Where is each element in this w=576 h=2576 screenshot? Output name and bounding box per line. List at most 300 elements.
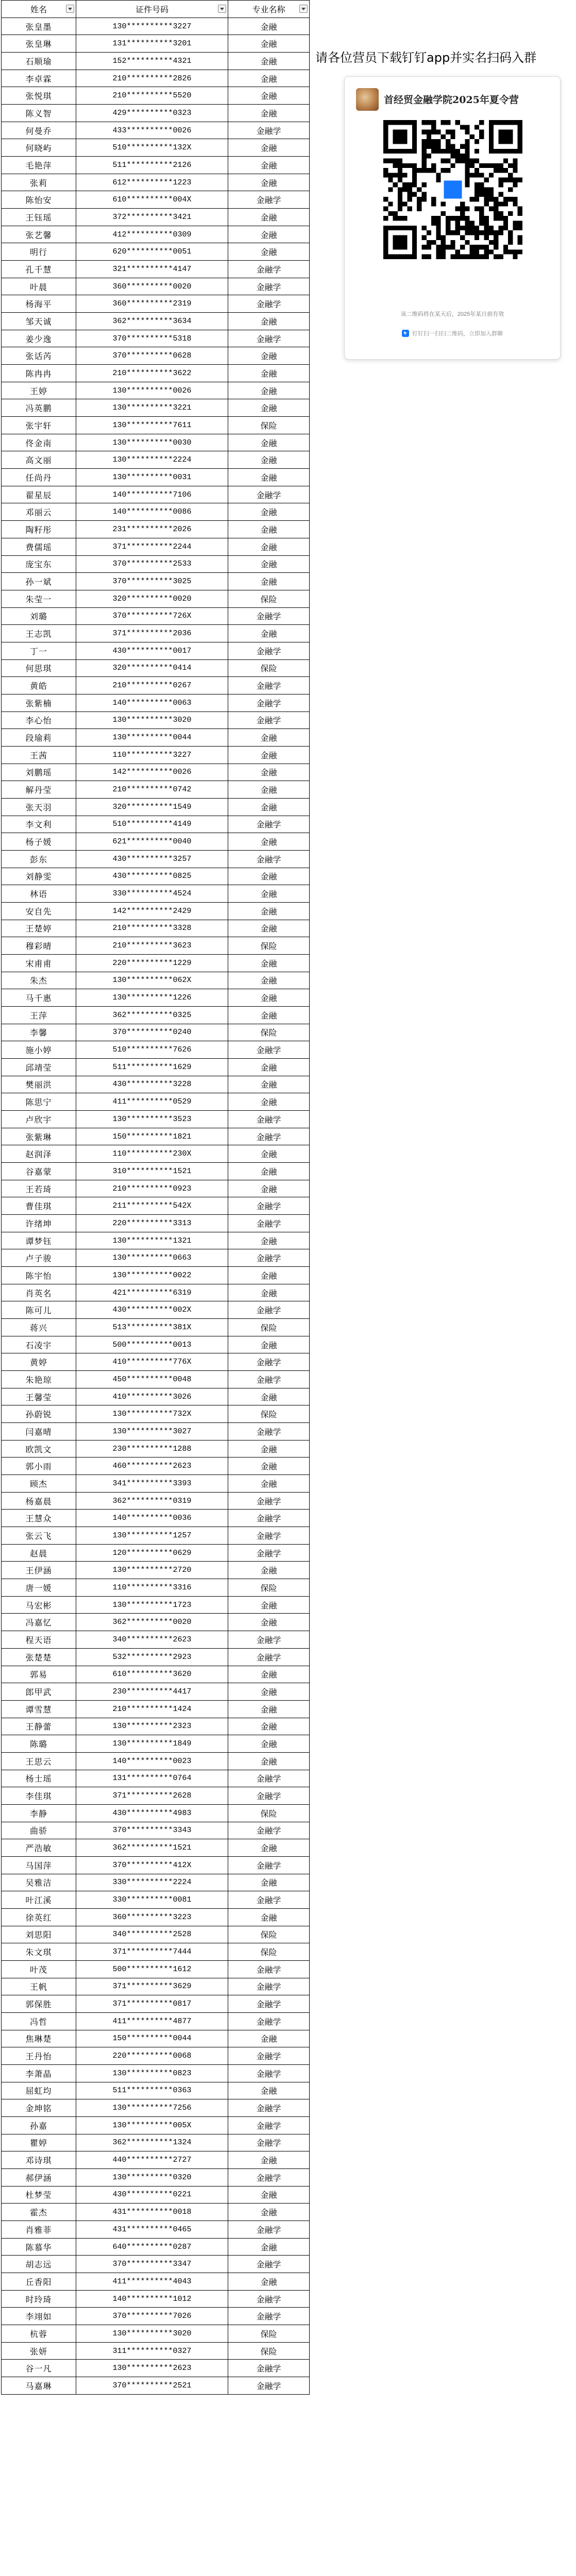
cell-major[interactable]: 金融 <box>228 1336 310 1353</box>
cell-id[interactable]: 330**********0081 <box>76 1891 228 1909</box>
cell-id[interactable]: 150**********1821 <box>76 1128 228 1145</box>
cell-name[interactable]: 张紫楠 <box>2 694 76 711</box>
cell-id[interactable]: 130**********0030 <box>76 434 228 451</box>
cell-name[interactable]: 毛艳萍 <box>2 157 76 174</box>
cell-id[interactable]: 110**********230X <box>76 1145 228 1163</box>
cell-name[interactable]: 陈璐 <box>2 1735 76 1753</box>
cell-name[interactable]: 刘鹏瑶 <box>2 764 76 781</box>
cell-major[interactable]: 金融 <box>228 1163 310 1180</box>
cell-id[interactable]: 362**********3634 <box>76 313 228 330</box>
cell-id[interactable]: 130**********3027 <box>76 1423 228 1440</box>
cell-major[interactable]: 金融 <box>228 2186 310 2204</box>
cell-major[interactable]: 保险 <box>228 1024 310 1041</box>
cell-name[interactable]: 陈可儿 <box>2 1301 76 1319</box>
cell-id[interactable]: 130**********1723 <box>76 1596 228 1614</box>
cell-name[interactable]: 王若琦 <box>2 1180 76 1197</box>
cell-major[interactable]: 金融 <box>228 781 310 799</box>
cell-name[interactable]: 王帆 <box>2 1978 76 1995</box>
cell-id[interactable]: 130**********2720 <box>76 1562 228 1579</box>
cell-id[interactable]: 131**********3201 <box>76 35 228 53</box>
cell-id[interactable]: 130**********0031 <box>76 469 228 486</box>
cell-id[interactable]: 330**********4524 <box>76 885 228 903</box>
cell-major[interactable]: 保险 <box>228 1804 310 1822</box>
cell-name[interactable]: 肖雅菲 <box>2 2221 76 2239</box>
cell-id[interactable]: 231**********2026 <box>76 521 228 538</box>
cell-major[interactable]: 保险 <box>228 417 310 434</box>
cell-name[interactable]: 朱艳琼 <box>2 1371 76 1388</box>
cell-id[interactable]: 210**********0923 <box>76 1180 228 1197</box>
cell-major[interactable]: 金融 <box>228 972 310 989</box>
cell-id[interactable]: 430**********3257 <box>76 850 228 868</box>
cell-major[interactable]: 金融 <box>228 1180 310 1197</box>
cell-name[interactable]: 王伊涵 <box>2 1562 76 1579</box>
cell-major[interactable]: 金融 <box>228 1614 310 1631</box>
cell-id[interactable]: 140**********0023 <box>76 1752 228 1770</box>
cell-name[interactable]: 杨子媛 <box>2 833 76 851</box>
cell-name[interactable]: 郎甲武 <box>2 1683 76 1701</box>
cell-name[interactable]: 闫嘉晴 <box>2 1423 76 1440</box>
cell-name[interactable]: 金坤铭 <box>2 2099 76 2117</box>
cell-id[interactable]: 370**********3343 <box>76 1822 228 1839</box>
header-major[interactable] <box>228 1 310 18</box>
cell-name[interactable]: 曲骄 <box>2 1822 76 1839</box>
cell-id[interactable]: 362**********0319 <box>76 1492 228 1510</box>
cell-major[interactable]: 金融学 <box>228 1527 310 1545</box>
cell-major[interactable]: 金融学 <box>228 2377 310 2395</box>
cell-id[interactable]: 140**********1012 <box>76 2290 228 2308</box>
cell-major[interactable]: 金融学 <box>228 1197 310 1215</box>
cell-name[interactable]: 王萍 <box>2 1006 76 1024</box>
header-id[interactable] <box>76 1 228 18</box>
cell-major[interactable]: 金融 <box>228 382 310 399</box>
cell-id[interactable]: 340**********2623 <box>76 1631 228 1649</box>
cell-name[interactable]: 郭易 <box>2 1666 76 1683</box>
cell-name[interactable]: 瞿婷 <box>2 2134 76 2151</box>
cell-id[interactable]: 410**********776X <box>76 1353 228 1371</box>
cell-name[interactable]: 朱莹一 <box>2 590 76 607</box>
cell-name[interactable]: 高文丽 <box>2 451 76 469</box>
cell-name[interactable]: 李卓霖 <box>2 70 76 87</box>
cell-major[interactable]: 金融学 <box>228 2099 310 2117</box>
filter-dropdown-icon[interactable] <box>218 5 226 13</box>
cell-major[interactable]: 金融学 <box>228 642 310 659</box>
cell-id[interactable]: 412**********0309 <box>76 226 228 243</box>
cell-major[interactable]: 金融学 <box>228 2064 310 2082</box>
cell-major[interactable]: 金融学 <box>228 607 310 625</box>
cell-major[interactable]: 保险 <box>228 1405 310 1423</box>
cell-name[interactable]: 石顺瑜 <box>2 53 76 70</box>
cell-id[interactable]: 130**********2623 <box>76 2360 228 2377</box>
cell-id[interactable]: 210**********5520 <box>76 87 228 105</box>
cell-major[interactable]: 金融 <box>228 538 310 555</box>
cell-major[interactable]: 金融 <box>228 18 310 35</box>
cell-major[interactable]: 金融学 <box>228 2360 310 2377</box>
cell-name[interactable]: 张楚楚 <box>2 1648 76 1666</box>
cell-id[interactable]: 430**********002X <box>76 1301 228 1319</box>
cell-name[interactable]: 卢子骏 <box>2 1249 76 1267</box>
cell-name[interactable]: 丁一 <box>2 642 76 659</box>
cell-major[interactable]: 金融学 <box>228 261 310 278</box>
cell-id[interactable]: 230**********1288 <box>76 1440 228 1458</box>
cell-name[interactable]: 谷嘉蒙 <box>2 1163 76 1180</box>
cell-id[interactable]: 131**********0764 <box>76 1770 228 1787</box>
cell-major[interactable]: 金融 <box>228 1475 310 1493</box>
cell-name[interactable]: 黄婷 <box>2 1353 76 1371</box>
cell-name[interactable]: 林语 <box>2 885 76 903</box>
cell-id[interactable]: 421**********6319 <box>76 1284 228 1301</box>
cell-name[interactable]: 陈义智 <box>2 105 76 122</box>
cell-id[interactable]: 511**********1629 <box>76 1058 228 1076</box>
cell-id[interactable]: 410**********3026 <box>76 1388 228 1405</box>
cell-id[interactable]: 340**********2528 <box>76 1926 228 1943</box>
cell-id[interactable]: 210**********0267 <box>76 677 228 694</box>
cell-id[interactable]: 130**********0044 <box>76 729 228 747</box>
cell-id[interactable]: 510**********132X <box>76 139 228 157</box>
cell-major[interactable]: 金融 <box>228 2030 310 2047</box>
cell-name[interactable]: 陶籽彤 <box>2 521 76 538</box>
cell-name[interactable]: 顾杰 <box>2 1475 76 1493</box>
cell-id[interactable]: 510**********4149 <box>76 816 228 833</box>
cell-id[interactable]: 370**********0628 <box>76 347 228 365</box>
cell-name[interactable]: 张话芮 <box>2 347 76 365</box>
cell-id[interactable]: 130**********0663 <box>76 1249 228 1267</box>
cell-name[interactable]: 佟金南 <box>2 434 76 451</box>
cell-name[interactable]: 王馨莹 <box>2 1388 76 1405</box>
cell-name[interactable]: 李文利 <box>2 816 76 833</box>
cell-major[interactable]: 金融 <box>228 573 310 590</box>
cell-name[interactable]: 明行 <box>2 243 76 261</box>
cell-name[interactable]: 丘香阳 <box>2 2273 76 2291</box>
filter-dropdown-icon[interactable] <box>299 5 308 13</box>
cell-name[interactable]: 马千惠 <box>2 989 76 1007</box>
cell-name[interactable]: 樊丽洪 <box>2 1076 76 1093</box>
cell-major[interactable]: 金融 <box>228 625 310 642</box>
cell-major[interactable]: 金融 <box>228 1232 310 1249</box>
cell-major[interactable]: 金融学 <box>228 850 310 868</box>
cell-major[interactable]: 金融学 <box>228 1111 310 1128</box>
cell-id[interactable]: 610**********3620 <box>76 1666 228 1683</box>
cell-name[interactable]: 王丹怡 <box>2 2047 76 2065</box>
cell-name[interactable]: 蒋兴 <box>2 1319 76 1336</box>
cell-name[interactable]: 冯哲 <box>2 2012 76 2030</box>
cell-id[interactable]: 130**********2323 <box>76 1718 228 1735</box>
cell-id[interactable]: 371**********2244 <box>76 538 228 555</box>
cell-id[interactable]: 411**********4877 <box>76 2012 228 2030</box>
cell-major[interactable]: 金融 <box>228 1284 310 1301</box>
cell-major[interactable]: 金融 <box>228 2238 310 2256</box>
cell-major[interactable]: 金融学 <box>228 1856 310 1874</box>
cell-name[interactable]: 叶茂 <box>2 1960 76 1978</box>
cell-name[interactable]: 冯嘉忆 <box>2 1614 76 1631</box>
cell-major[interactable]: 金融学 <box>228 191 310 209</box>
cell-name[interactable]: 马嘉琳 <box>2 2377 76 2395</box>
cell-id[interactable]: 130**********062X <box>76 972 228 989</box>
cell-id[interactable]: 370**********7026 <box>76 2308 228 2325</box>
cell-name[interactable]: 陈慕华 <box>2 2238 76 2256</box>
cell-major[interactable]: 保险 <box>228 590 310 607</box>
cell-name[interactable]: 杜梦莹 <box>2 2186 76 2204</box>
cell-major[interactable]: 金融 <box>228 902 310 920</box>
cell-id[interactable]: 210**********3623 <box>76 937 228 955</box>
cell-id[interactable]: 430**********0221 <box>76 2186 228 2204</box>
cell-name[interactable]: 张天羽 <box>2 798 76 816</box>
cell-name[interactable]: 谭梦钰 <box>2 1232 76 1249</box>
cell-name[interactable]: 杨嘉晨 <box>2 1492 76 1510</box>
cell-name[interactable]: 屈虹均 <box>2 2082 76 2099</box>
cell-id[interactable]: 371**********3629 <box>76 1978 228 1995</box>
cell-name[interactable]: 胡志远 <box>2 2256 76 2273</box>
cell-name[interactable]: 李萧晶 <box>2 2064 76 2082</box>
cell-major[interactable]: 金融 <box>228 1718 310 1735</box>
cell-major[interactable]: 金融 <box>228 1666 310 1683</box>
cell-name[interactable]: 费儒瑶 <box>2 538 76 555</box>
cell-id[interactable]: 360**********2319 <box>76 295 228 313</box>
cell-name[interactable]: 黄皓 <box>2 677 76 694</box>
cell-major[interactable]: 金融学 <box>228 2012 310 2030</box>
cell-name[interactable]: 何晓屿 <box>2 139 76 157</box>
cell-name[interactable]: 何曼乔 <box>2 122 76 139</box>
cell-id[interactable]: 511**********2126 <box>76 157 228 174</box>
cell-major[interactable]: 金融 <box>228 2273 310 2291</box>
cell-name[interactable]: 施小婷 <box>2 1041 76 1059</box>
cell-major[interactable]: 金融 <box>228 555 310 573</box>
cell-major[interactable]: 金融 <box>228 798 310 816</box>
cell-major[interactable]: 金融学 <box>228 1891 310 1909</box>
cell-name[interactable]: 程天语 <box>2 1631 76 1649</box>
cell-major[interactable]: 金融 <box>228 434 310 451</box>
cell-major[interactable]: 金融学 <box>228 1128 310 1145</box>
cell-major[interactable]: 金融 <box>228 226 310 243</box>
cell-name[interactable]: 段瑜莉 <box>2 729 76 747</box>
cell-major[interactable]: 金融 <box>228 2082 310 2099</box>
cell-name[interactable]: 张妍 <box>2 2342 76 2360</box>
cell-id[interactable]: 370**********3025 <box>76 573 228 590</box>
cell-id[interactable]: 430**********4983 <box>76 1804 228 1822</box>
cell-name[interactable]: 彭东 <box>2 850 76 868</box>
cell-name[interactable]: 孙一斌 <box>2 573 76 590</box>
cell-name[interactable]: 邹天诚 <box>2 313 76 330</box>
cell-major[interactable]: 金融 <box>228 1093 310 1111</box>
cell-id[interactable]: 370**********2521 <box>76 2377 228 2395</box>
cell-name[interactable]: 何思琪 <box>2 659 76 677</box>
cell-major[interactable]: 金融学 <box>228 694 310 711</box>
cell-major[interactable]: 金融 <box>228 885 310 903</box>
cell-id[interactable]: 210**********2826 <box>76 70 228 87</box>
cell-name[interactable]: 郭保胜 <box>2 1995 76 2013</box>
cell-id[interactable]: 500**********0013 <box>76 1336 228 1353</box>
cell-id[interactable]: 411**********0529 <box>76 1093 228 1111</box>
cell-id[interactable]: 610**********004X <box>76 191 228 209</box>
cell-major[interactable]: 金融学 <box>228 1423 310 1440</box>
cell-major[interactable]: 金融学 <box>228 1371 310 1388</box>
cell-id[interactable]: 371**********7444 <box>76 1943 228 1961</box>
cell-id[interactable]: 321**********4147 <box>76 261 228 278</box>
cell-major[interactable]: 金融学 <box>228 2047 310 2065</box>
cell-name[interactable]: 张皇墨 <box>2 18 76 35</box>
cell-id[interactable]: 360**********0020 <box>76 278 228 295</box>
cell-major[interactable]: 金融学 <box>228 1648 310 1666</box>
cell-major[interactable]: 金融学 <box>228 278 310 295</box>
cell-name[interactable]: 焦琳楚 <box>2 2030 76 2047</box>
cell-id[interactable]: 640**********0287 <box>76 2238 228 2256</box>
cell-name[interactable]: 许绪坤 <box>2 1215 76 1232</box>
cell-name[interactable]: 时玲琦 <box>2 2290 76 2308</box>
cell-name[interactable]: 庞宝东 <box>2 555 76 573</box>
cell-major[interactable]: 金融 <box>228 833 310 851</box>
cell-major[interactable]: 金融学 <box>228 1492 310 1510</box>
cell-major[interactable]: 金融 <box>228 365 310 382</box>
cell-id[interactable]: 140**********7106 <box>76 486 228 503</box>
cell-id[interactable]: 130**********1321 <box>76 1232 228 1249</box>
cell-name[interactable]: 安自先 <box>2 902 76 920</box>
cell-name[interactable]: 陈怡安 <box>2 191 76 209</box>
cell-name[interactable]: 徐英红 <box>2 1908 76 1926</box>
cell-name[interactable]: 霍杰 <box>2 2204 76 2221</box>
cell-id[interactable]: 310**********1521 <box>76 1163 228 1180</box>
cell-name[interactable]: 杨海平 <box>2 295 76 313</box>
cell-id[interactable]: 370**********726X <box>76 607 228 625</box>
cell-name[interactable]: 张皇琳 <box>2 35 76 53</box>
cell-id[interactable]: 370**********0240 <box>76 1024 228 1041</box>
cell-name[interactable]: 张莉 <box>2 174 76 191</box>
cell-major[interactable]: 金融 <box>228 746 310 764</box>
cell-id[interactable]: 152**********4321 <box>76 53 228 70</box>
cell-name[interactable]: 朱文琪 <box>2 1943 76 1961</box>
cell-name[interactable]: 李佳琪 <box>2 1787 76 1805</box>
cell-major[interactable]: 保险 <box>228 659 310 677</box>
cell-name[interactable]: 张宇轩 <box>2 417 76 434</box>
cell-id[interactable]: 130**********1257 <box>76 1527 228 1545</box>
cell-id[interactable]: 130**********0026 <box>76 382 228 399</box>
cell-major[interactable]: 金融 <box>228 87 310 105</box>
cell-name[interactable]: 肖英名 <box>2 1284 76 1301</box>
cell-id[interactable]: 330**********2224 <box>76 1874 228 1891</box>
cell-name[interactable]: 唐一媛 <box>2 1579 76 1597</box>
cell-id[interactable]: 362**********0325 <box>76 1006 228 1024</box>
cell-major[interactable]: 金融学 <box>228 2134 310 2151</box>
cell-name[interactable]: 朱杰 <box>2 972 76 989</box>
cell-major[interactable]: 金融学 <box>228 1770 310 1787</box>
cell-major[interactable]: 金融学 <box>228 295 310 313</box>
cell-id[interactable]: 140**********0063 <box>76 694 228 711</box>
cell-major[interactable]: 金融学 <box>228 1041 310 1059</box>
cell-name[interactable]: 王钰瑶 <box>2 209 76 226</box>
cell-major[interactable]: 金融 <box>228 174 310 191</box>
cell-major[interactable]: 金融 <box>228 451 310 469</box>
cell-name[interactable]: 姜少逸 <box>2 330 76 347</box>
cell-name[interactable]: 王静蕾 <box>2 1718 76 1735</box>
cell-major[interactable]: 金融 <box>228 764 310 781</box>
cell-name[interactable]: 郝伊涵 <box>2 2168 76 2186</box>
cell-name[interactable]: 赵晨 <box>2 1544 76 1562</box>
cell-name[interactable]: 郭小雨 <box>2 1458 76 1475</box>
cell-id[interactable]: 450**********0048 <box>76 1371 228 1388</box>
cell-id[interactable]: 142**********2429 <box>76 902 228 920</box>
cell-major[interactable]: 保险 <box>228 2325 310 2343</box>
cell-name[interactable]: 翟星辰 <box>2 486 76 503</box>
cell-major[interactable]: 金融 <box>228 1267 310 1284</box>
cell-major[interactable]: 金融 <box>228 139 310 157</box>
cell-id[interactable]: 511**********0363 <box>76 2082 228 2099</box>
cell-major[interactable]: 金融 <box>228 1458 310 1475</box>
cell-id[interactable]: 130**********732X <box>76 1405 228 1423</box>
cell-name[interactable]: 王婷 <box>2 382 76 399</box>
cell-name[interactable]: 穆彩晴 <box>2 937 76 955</box>
cell-major[interactable]: 保险 <box>228 1319 310 1336</box>
cell-name[interactable]: 曹佳琪 <box>2 1197 76 1215</box>
cell-major[interactable]: 金融学 <box>228 122 310 139</box>
cell-id[interactable]: 130**********0320 <box>76 2168 228 2186</box>
cell-id[interactable]: 429**********0323 <box>76 105 228 122</box>
cell-id[interactable]: 311**********0327 <box>76 2342 228 2360</box>
cell-id[interactable]: 150**********0044 <box>76 2030 228 2047</box>
cell-major[interactable]: 金融 <box>228 399 310 417</box>
cell-major[interactable]: 金融 <box>228 989 310 1007</box>
cell-major[interactable]: 金融 <box>228 1076 310 1093</box>
cell-major[interactable]: 金融学 <box>228 816 310 833</box>
cell-major[interactable]: 金融学 <box>228 1353 310 1371</box>
cell-id[interactable]: 500**********1612 <box>76 1960 228 1978</box>
cell-id[interactable]: 513**********381X <box>76 1319 228 1336</box>
cell-major[interactable]: 金融 <box>228 1596 310 1614</box>
cell-major[interactable]: 金融 <box>228 1683 310 1701</box>
cell-major[interactable]: 金融 <box>228 2151 310 2169</box>
cell-name[interactable]: 马宏彬 <box>2 1596 76 1614</box>
cell-major[interactable]: 金融 <box>228 1839 310 1857</box>
cell-major[interactable]: 金融学 <box>228 1544 310 1562</box>
cell-name[interactable]: 欧凯文 <box>2 1440 76 1458</box>
cell-id[interactable]: 372**********3421 <box>76 209 228 226</box>
cell-id[interactable]: 130**********3227 <box>76 18 228 35</box>
cell-id[interactable]: 130**********2224 <box>76 451 228 469</box>
cell-major[interactable]: 金融 <box>228 157 310 174</box>
cell-id[interactable]: 370**********5318 <box>76 330 228 347</box>
cell-major[interactable]: 金融 <box>228 70 310 87</box>
cell-id[interactable]: 130**********3020 <box>76 711 228 729</box>
cell-id[interactable]: 110**********3316 <box>76 1579 228 1597</box>
cell-major[interactable]: 保险 <box>228 1579 310 1597</box>
cell-major[interactable]: 金融学 <box>228 1249 310 1267</box>
cell-id[interactable]: 130**********3221 <box>76 399 228 417</box>
cell-id[interactable]: 440**********2727 <box>76 2151 228 2169</box>
cell-id[interactable]: 120**********0629 <box>76 1544 228 1562</box>
cell-id[interactable]: 220**********0068 <box>76 2047 228 2065</box>
cell-name[interactable]: 孔千慧 <box>2 261 76 278</box>
cell-major[interactable]: 金融 <box>228 1006 310 1024</box>
cell-id[interactable]: 371**********2628 <box>76 1787 228 1805</box>
cell-name[interactable]: 张艺馨 <box>2 226 76 243</box>
cell-major[interactable]: 金融 <box>228 521 310 538</box>
cell-major[interactable]: 金融 <box>228 729 310 747</box>
cell-id[interactable]: 210**********3622 <box>76 365 228 382</box>
cell-major[interactable]: 金融 <box>228 1752 310 1770</box>
cell-major[interactable]: 金融学 <box>228 711 310 729</box>
cell-name[interactable]: 邓诗琪 <box>2 2151 76 2169</box>
cell-major[interactable]: 金融学 <box>228 2308 310 2325</box>
cell-major[interactable]: 保险 <box>228 2342 310 2360</box>
cell-major[interactable]: 金融学 <box>228 1631 310 1649</box>
cell-name[interactable]: 王楚婷 <box>2 920 76 937</box>
cell-major[interactable]: 金融 <box>228 1440 310 1458</box>
cell-id[interactable]: 620**********0051 <box>76 243 228 261</box>
cell-major[interactable]: 金融 <box>228 1058 310 1076</box>
cell-major[interactable]: 保险 <box>228 1926 310 1943</box>
cell-major[interactable]: 金融学 <box>228 1822 310 1839</box>
cell-id[interactable]: 130**********7611 <box>76 417 228 434</box>
cell-name[interactable]: 邓丽云 <box>2 503 76 521</box>
cell-name[interactable]: 叶晨 <box>2 278 76 295</box>
cell-major[interactable]: 金融 <box>228 1388 310 1405</box>
